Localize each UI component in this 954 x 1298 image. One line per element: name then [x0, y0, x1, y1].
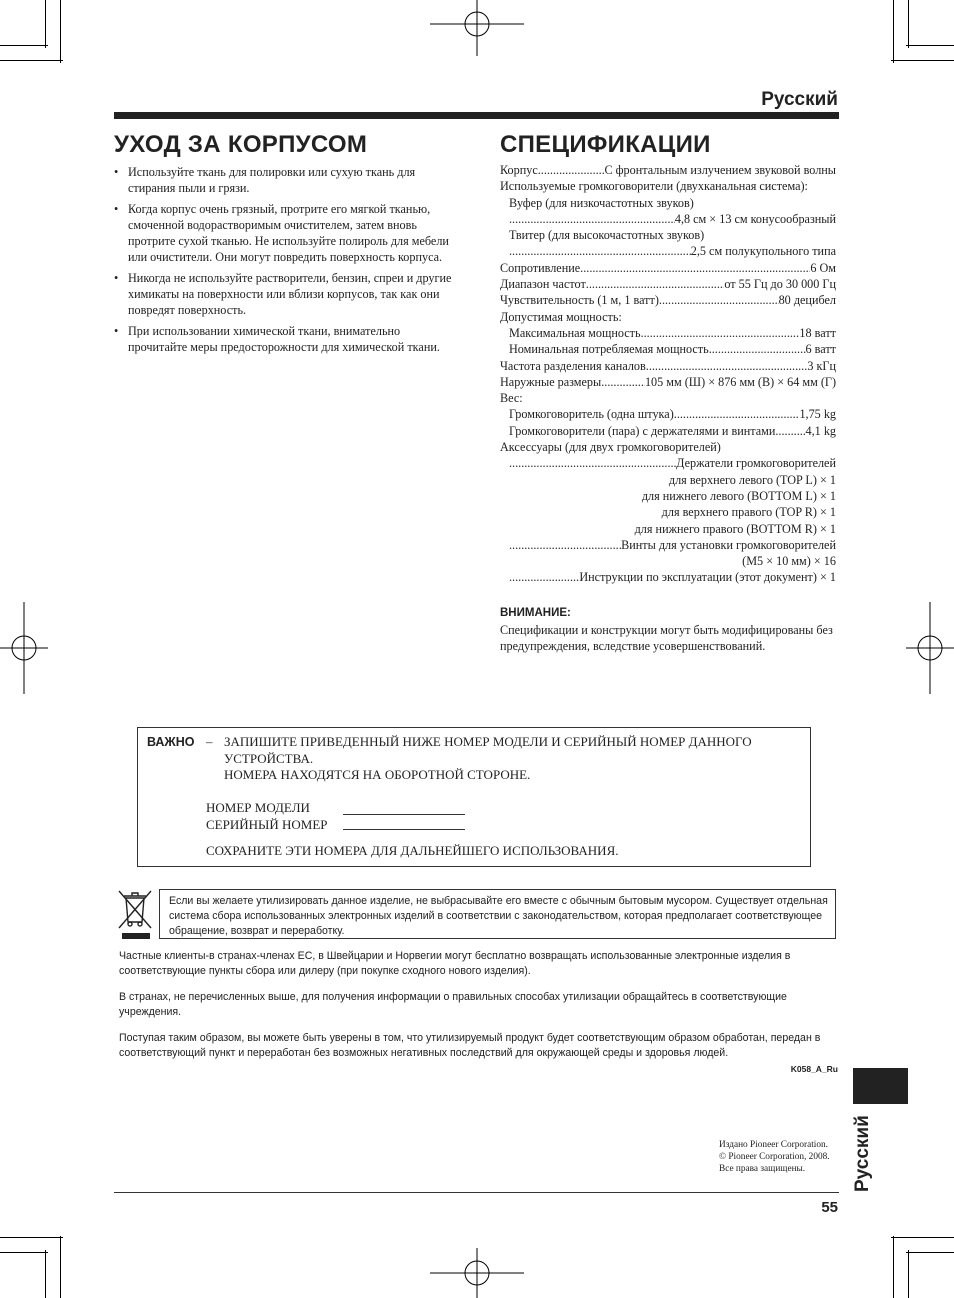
- spec-row-max-power: [500, 325, 836, 341]
- care-bullet: • Когда корпус очень грязный, протрите его мягкой тканью, смоченной водорастворимым очистителем, затем вновь протрите сухой тканью. Не используйте полироль для мебели или очистители. Они могут повредить поверхность корпуса.: [114, 201, 459, 266]
- disposal-box-text: Если вы желаете утилизировать данное изделие, не выбрасывайте его вместе с обычным бытовым мусором. Существует отдельная система сбора использованных электронных изделий в соответствии с законодательством, которая предполагает соответствующее обращение, возврат и переработку.: [169, 895, 828, 937]
- header-rule: [114, 112, 839, 119]
- spec-row-tweeter: [500, 243, 836, 259]
- important-save-text: СОХРАНИТЕ ЭТИ НОМЕРА ДЛЯ ДАЛЬНЕЙШЕГО ИСПОЛЬЗОВАНИЯ.: [206, 843, 619, 858]
- registration-mark-top: [430, 0, 524, 56]
- spec-woofer-label: Вуфер (для низкочастотных звуков): [509, 195, 694, 210]
- serial-number-label: СЕРИЙНЫЙ НОМЕР: [206, 817, 328, 832]
- spec-row-weight-pair: [500, 423, 836, 439]
- side-tab: [853, 1068, 908, 1104]
- spec-value: 4,8 см × 13 см конусообразный: [674, 211, 836, 226]
- publisher-line: © Pioneer Corporation, 2008.: [719, 1152, 830, 1162]
- page-number: 55: [821, 1199, 838, 1216]
- care-title: УХОД ЗА КОРПУСОМ: [114, 131, 368, 158]
- publisher-line: Все права защищены.: [719, 1164, 806, 1174]
- crossed-bin-icon: [116, 888, 154, 942]
- spec-label: Номинальная потребляемая мощность: [509, 342, 709, 357]
- spec-row-sensitivity: [500, 292, 836, 308]
- spec-label: Максимальная мощность: [509, 325, 641, 340]
- registration-mark-right: [906, 602, 954, 694]
- important-text: [224, 734, 794, 784]
- care-bullet: • При использовании химической ткани, внимательно прочитайте меры предосторожности для химической ткани.: [114, 323, 459, 356]
- important-line-2: НОМЕРА НАХОДЯТСЯ НА ОБОРОТНОЙ СТОРОНЕ.: [224, 767, 531, 782]
- publisher-info: [719, 1139, 830, 1175]
- spec-tweeter-label: Твитер (для высокочастотных звуков): [509, 228, 705, 243]
- specs-title: СПЕЦИФИКАЦИИ: [500, 131, 711, 158]
- notice-title: ВНИМАНИЕ:: [500, 607, 571, 619]
- spec-label: Чувствительность (1 м, 1 ватт): [500, 293, 659, 308]
- footer-rule: [114, 1192, 839, 1193]
- spec-value: 18 ватт: [799, 325, 836, 340]
- disposal-paragraph-1: Частные клиенты-в странах-членах ЕС, в Швейцарии и Норвегии могут бесплатно возвращать использованные электронные изделия в соответствующие пункты сбора или дилеру (при покупке сходного нового изделия).: [119, 950, 791, 977]
- disposal-paragraph-3: Поступая таким образом, вы можете быть уверены в том, что утилизируемый продукт будет соответствующим образом обработан, передан в соответствующий пункт и переработан без возможных негативных последствий для окружающей среды и здоровья людей.: [119, 1032, 821, 1059]
- spec-row-weight-single: [500, 406, 836, 422]
- important-label: ВАЖНО: [147, 735, 195, 749]
- important-line-1: ЗАПИШИТЕ ПРИВЕДЕННЫЙ НИЖЕ НОМЕР МОДЕЛИ И СЕРИЙНЫЙ НОМЕР ДАННОГО УСТРОЙСТВА.: [224, 734, 752, 766]
- care-bullet: • Никогда не используйте растворители, бензин, спреи и другие химикаты на поверхности или вблизи корпусов, так как они повредят поверхность.: [114, 270, 459, 319]
- specs-list: [500, 162, 836, 586]
- spec-value: 1,75 kg: [799, 407, 836, 422]
- side-language-label: Русский: [852, 1115, 873, 1192]
- spec-holder-line: для нижнего правого (BOTTOM R) × 1: [634, 521, 836, 536]
- spec-value: 4,1 kg: [805, 423, 836, 438]
- spec-row-screws: [500, 537, 836, 553]
- registration-mark-left: [0, 602, 48, 694]
- spec-value: 6 ватт: [805, 342, 836, 357]
- language-label: Русский: [761, 89, 838, 110]
- spec-row-cabinet: [500, 162, 836, 178]
- spec-row-holders: [500, 455, 836, 471]
- spec-value: от 55 Гц до 30 000 Гц: [724, 277, 836, 292]
- publisher-line: Издано Pioneer Corporation.: [719, 1140, 828, 1150]
- notice-text: Спецификации и конструкции могут быть модифицированы без предупреждения, вследствие усовершенствований.: [500, 623, 833, 653]
- spec-accessories-label: Аксессуары (для двух громкоговорителей): [500, 440, 721, 455]
- serial-number-line: [343, 829, 465, 830]
- spec-row-frequency: [500, 276, 836, 292]
- disposal-paragraph-2: В странах, не перечисленных выше, для получения информации о правильных способах утилизации обращайтесь в соответствующие учреждения.: [119, 991, 787, 1018]
- spec-value: Инструкции по эксплуатации (этот документ) × 1: [579, 570, 836, 585]
- spec-value: 105 мм (Ш) × 876 мм (В) × 64 мм (Г): [644, 374, 836, 389]
- spec-value: 6 Ом: [810, 260, 836, 275]
- registration-mark-bottom: [430, 1248, 524, 1298]
- spec-row-woofer: [500, 211, 836, 227]
- spec-label: Частота разделения каналов: [500, 358, 646, 373]
- spec-screws-size: (M5 × 10 мм) × 16: [742, 554, 836, 569]
- spec-holder-line: для верхнего левого (TOP L) × 1: [668, 472, 836, 487]
- spec-value: 80 децибел: [778, 293, 836, 308]
- spec-weight-label: Вес:: [500, 391, 523, 406]
- spec-row-nominal-power: [500, 341, 836, 357]
- spec-holder-line: для нижнего левого (BOTTOM L) × 1: [641, 488, 836, 503]
- spec-row-crossover: [500, 358, 836, 374]
- spec-holder-line: для верхнего правого (TOP R) × 1: [661, 505, 836, 520]
- model-number-line: [343, 814, 465, 815]
- spec-power-label: Допустимая мощность:: [500, 309, 622, 324]
- model-number-label: НОМЕР МОДЕЛИ: [206, 800, 310, 815]
- spec-row-dimensions: [500, 374, 836, 390]
- spec-value: Винты для установки громкоговорителей: [621, 537, 836, 552]
- spec-label: Сопротивление: [500, 260, 581, 275]
- care-bullet-list: [114, 164, 459, 359]
- important-dash: –: [206, 734, 213, 749]
- spec-value: 2,5 см полукупольного типа: [690, 244, 836, 259]
- spec-row-manual: [500, 569, 836, 585]
- spec-label: Наружные размеры: [500, 374, 602, 389]
- spec-label: Диапазон частот: [500, 277, 586, 292]
- document-code: K058_A_Ru: [790, 1064, 838, 1074]
- spec-drivers-label: Используемые громкоговорители (двухканальная система):: [500, 179, 808, 194]
- care-bullet: • Используйте ткань для полировки или сухую ткань для стирания пыли и грязи.: [114, 164, 459, 197]
- spec-value: С фронтальным излучением звуковой волны: [604, 163, 836, 177]
- spec-value: Держатели громкоговорителей: [676, 456, 836, 471]
- spec-row-impedance: [500, 260, 836, 276]
- spec-label: Громкоговоритель (одна штука): [509, 407, 674, 422]
- spec-label: Корпус.: [500, 163, 541, 177]
- spec-label: Громкоговорители (пара) с держателями и винтами: [509, 423, 776, 438]
- spec-value: 3 кГц: [807, 358, 836, 373]
